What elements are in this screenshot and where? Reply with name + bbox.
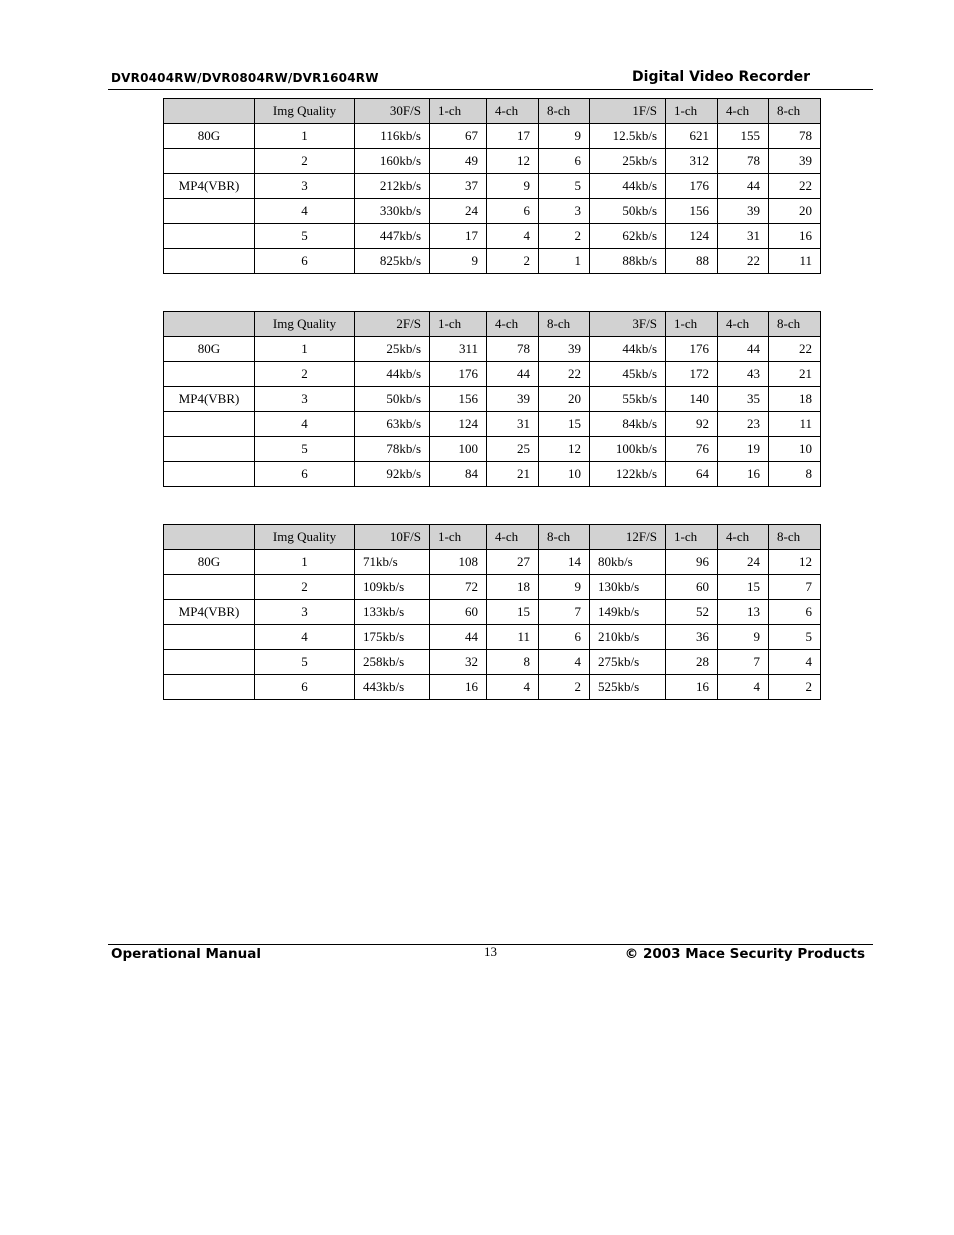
table-cell: 44kb/s (590, 337, 666, 362)
column-header: Img Quality (255, 312, 355, 337)
table-cell: 12 (769, 550, 821, 575)
table-cell (164, 575, 255, 600)
table-row (164, 174, 821, 199)
table-cell: 92kb/s (355, 462, 430, 487)
table-cell: 124 (666, 224, 718, 249)
column-header (164, 525, 255, 550)
table-cell: 92 (666, 412, 718, 437)
bitrate-table-1 (163, 98, 821, 274)
table-row (164, 362, 821, 387)
table-cell: 16 (769, 224, 821, 249)
table-cell: 100kb/s (590, 437, 666, 462)
table-cell: 80kb/s (590, 550, 666, 575)
table-cell: 4 (487, 675, 539, 700)
table-cell: 20 (769, 199, 821, 224)
column-header: 30F/S (355, 99, 430, 124)
table-row (164, 650, 821, 675)
table-cell (164, 625, 255, 650)
table-header-row (164, 312, 821, 337)
column-header: 8-ch (539, 312, 590, 337)
column-header: 1-ch (666, 312, 718, 337)
table-cell: 13 (718, 600, 769, 625)
table-cell: 5 (255, 650, 355, 675)
table-cell: MP4(VBR) (164, 600, 255, 625)
table-cell: 17 (430, 224, 487, 249)
table-cell: 10 (769, 437, 821, 462)
table-cell: 50kb/s (355, 387, 430, 412)
table-cell: 6 (539, 625, 590, 650)
table-cell: 16 (430, 675, 487, 700)
table-cell: 175kb/s (355, 625, 430, 650)
table-cell: 9 (718, 625, 769, 650)
table-cell: 15 (718, 575, 769, 600)
table-cell: 44 (718, 337, 769, 362)
column-header: 4-ch (718, 312, 769, 337)
table-cell: 621 (666, 124, 718, 149)
table-cell: 35 (718, 387, 769, 412)
table-row (164, 149, 821, 174)
table-cell: 4 (255, 625, 355, 650)
header-rule (108, 89, 873, 90)
table-cell: 50kb/s (590, 199, 666, 224)
table-cell: 258kb/s (355, 650, 430, 675)
table-cell: 80G (164, 550, 255, 575)
column-header: 8-ch (539, 525, 590, 550)
table-cell: 6 (255, 462, 355, 487)
table-row (164, 550, 821, 575)
table-row (164, 462, 821, 487)
table-cell: 825kb/s (355, 249, 430, 274)
column-header: Img Quality (255, 99, 355, 124)
table-row (164, 199, 821, 224)
table-cell: 9 (539, 124, 590, 149)
table-cell: 6 (769, 600, 821, 625)
table-cell: 16 (718, 462, 769, 487)
table-cell: 275kb/s (590, 650, 666, 675)
table-cell: 31 (487, 412, 539, 437)
table-cell: 96 (666, 550, 718, 575)
table-cell: 525kb/s (590, 675, 666, 700)
table-cell (164, 675, 255, 700)
table-cell: 39 (718, 199, 769, 224)
table-cell: 88kb/s (590, 249, 666, 274)
table-cell: 7 (769, 575, 821, 600)
table-header-row (164, 525, 821, 550)
table-cell: 11 (487, 625, 539, 650)
column-header: 8-ch (769, 525, 821, 550)
column-header: 1-ch (666, 99, 718, 124)
table-cell: 5 (539, 174, 590, 199)
bitrate-table-3 (163, 524, 821, 700)
table-cell: 76 (666, 437, 718, 462)
table-cell: MP4(VBR) (164, 174, 255, 199)
column-header: 1-ch (430, 99, 487, 124)
column-header: 12F/S (590, 525, 666, 550)
table-cell: 67 (430, 124, 487, 149)
table-cell: 44kb/s (355, 362, 430, 387)
table-cell: 37 (430, 174, 487, 199)
table-cell: 5 (769, 625, 821, 650)
table-cell: 21 (769, 362, 821, 387)
table-cell: 27 (487, 550, 539, 575)
table-cell: 1 (255, 550, 355, 575)
table-cell: 4 (255, 199, 355, 224)
table-cell: 130kb/s (590, 575, 666, 600)
table-cell (164, 199, 255, 224)
column-header: 8-ch (769, 99, 821, 124)
table-row (164, 412, 821, 437)
table-cell: 45kb/s (590, 362, 666, 387)
table-cell: 23 (718, 412, 769, 437)
footer-copyright: © 2003 Mace Security Products (624, 946, 865, 962)
table-cell: 12.5kb/s (590, 124, 666, 149)
table-cell: 60 (430, 600, 487, 625)
table-cell: 6 (255, 675, 355, 700)
table-cell: 2 (487, 249, 539, 274)
table-cell: 3 (255, 600, 355, 625)
column-header: 4-ch (718, 99, 769, 124)
table-cell: 312 (666, 149, 718, 174)
table-row (164, 675, 821, 700)
column-header: 4-ch (487, 525, 539, 550)
table-cell: 11 (769, 249, 821, 274)
table-cell: 71kb/s (355, 550, 430, 575)
table-cell: 2 (539, 675, 590, 700)
table-cell: 122kb/s (590, 462, 666, 487)
table-cell: 84 (430, 462, 487, 487)
table-cell: 8 (769, 462, 821, 487)
footer-manual-title: Operational Manual (111, 946, 261, 962)
column-header: Img Quality (255, 525, 355, 550)
table-cell: 18 (487, 575, 539, 600)
page-number: 13 (484, 944, 497, 959)
table-cell: 25kb/s (590, 149, 666, 174)
column-header: 1F/S (590, 99, 666, 124)
header-models: DVR0404RW/DVR0804RW/DVR1604RW (111, 71, 379, 85)
table-cell: 12 (487, 149, 539, 174)
table-cell: 155 (718, 124, 769, 149)
table-row (164, 249, 821, 274)
table-cell: 25 (487, 437, 539, 462)
table-header-row (164, 99, 821, 124)
table-cell: 20 (539, 387, 590, 412)
table-cell: 22 (769, 174, 821, 199)
table-cell: 16 (666, 675, 718, 700)
column-header (164, 312, 255, 337)
table-cell: 24 (430, 199, 487, 224)
table-cell: 160kb/s (355, 149, 430, 174)
table-cell: 24 (718, 550, 769, 575)
table-cell: 124 (430, 412, 487, 437)
table-cell: 22 (539, 362, 590, 387)
table-cell: 5 (255, 224, 355, 249)
column-header: 8-ch (539, 99, 590, 124)
table-cell: 88 (666, 249, 718, 274)
column-header: 3F/S (590, 312, 666, 337)
table-row (164, 124, 821, 149)
table-cell: 7 (539, 600, 590, 625)
table-cell: 4 (255, 412, 355, 437)
table-cell (164, 650, 255, 675)
table-cell: 44kb/s (590, 174, 666, 199)
table-cell: 49 (430, 149, 487, 174)
column-header: 8-ch (769, 312, 821, 337)
table-cell: 1 (539, 249, 590, 274)
table-cell: 172 (666, 362, 718, 387)
table-row (164, 625, 821, 650)
table-cell: 1 (255, 337, 355, 362)
table-cell (164, 362, 255, 387)
table-cell: 39 (769, 149, 821, 174)
table-cell: 21 (487, 462, 539, 487)
table-cell: 78 (718, 149, 769, 174)
table-cell: 9 (430, 249, 487, 274)
table-cell: 80G (164, 337, 255, 362)
table-cell: 25kb/s (355, 337, 430, 362)
bitrate-table-2 (163, 311, 821, 487)
table-cell: 109kb/s (355, 575, 430, 600)
table-cell: 32 (430, 650, 487, 675)
table-cell: 39 (487, 387, 539, 412)
table-cell: 8 (487, 650, 539, 675)
table-cell: 78 (769, 124, 821, 149)
table-cell: 2 (539, 224, 590, 249)
table-cell: 12 (539, 437, 590, 462)
table-cell: 17 (487, 124, 539, 149)
table-row (164, 575, 821, 600)
header-title: Digital Video Recorder (632, 69, 810, 85)
table-cell: 4 (769, 650, 821, 675)
table-cell: 36 (666, 625, 718, 650)
table-cell: 43 (718, 362, 769, 387)
table-cell (164, 149, 255, 174)
table-cell: 100 (430, 437, 487, 462)
table-cell: 2 (769, 675, 821, 700)
table-row (164, 224, 821, 249)
table-cell: 2 (255, 149, 355, 174)
table-cell: 3 (255, 387, 355, 412)
table-cell: 140 (666, 387, 718, 412)
table-cell: 63kb/s (355, 412, 430, 437)
table-cell (164, 412, 255, 437)
table-cell: 9 (487, 174, 539, 199)
table-cell: 39 (539, 337, 590, 362)
table-cell: 11 (769, 412, 821, 437)
table-cell: 1 (255, 124, 355, 149)
table-cell: 22 (769, 337, 821, 362)
table-cell: 443kb/s (355, 675, 430, 700)
table-cell: 60 (666, 575, 718, 600)
column-header: 4-ch (487, 312, 539, 337)
table-cell: 108 (430, 550, 487, 575)
table-cell: 4 (539, 650, 590, 675)
column-header (164, 99, 255, 124)
table-cell: 80G (164, 124, 255, 149)
table-cell: 55kb/s (590, 387, 666, 412)
column-header: 4-ch (487, 99, 539, 124)
table-cell: 447kb/s (355, 224, 430, 249)
table-cell: 31 (718, 224, 769, 249)
table-cell: 176 (666, 337, 718, 362)
table-row (164, 437, 821, 462)
table-cell: 62kb/s (590, 224, 666, 249)
table-cell: 44 (718, 174, 769, 199)
table-cell: 28 (666, 650, 718, 675)
table-row (164, 387, 821, 412)
column-header: 1-ch (430, 525, 487, 550)
column-header: 1-ch (666, 525, 718, 550)
table-cell: 6 (255, 249, 355, 274)
table-cell: 3 (255, 174, 355, 199)
table-cell: 4 (718, 675, 769, 700)
column-header: 2F/S (355, 312, 430, 337)
table-cell: 116kb/s (355, 124, 430, 149)
table-cell: 3 (539, 199, 590, 224)
table-cell: 210kb/s (590, 625, 666, 650)
table-cell: 156 (430, 387, 487, 412)
table-cell: 18 (769, 387, 821, 412)
table-cell: 52 (666, 600, 718, 625)
table-cell (164, 462, 255, 487)
table-row (164, 337, 821, 362)
table-cell: MP4(VBR) (164, 387, 255, 412)
table-cell: 2 (255, 362, 355, 387)
table-cell: 2 (255, 575, 355, 600)
table-cell: 5 (255, 437, 355, 462)
table-cell: 7 (718, 650, 769, 675)
table-cell: 15 (487, 600, 539, 625)
table-cell: 6 (539, 149, 590, 174)
table-cell: 64 (666, 462, 718, 487)
table-cell: 330kb/s (355, 199, 430, 224)
table-cell: 22 (718, 249, 769, 274)
table-cell: 9 (539, 575, 590, 600)
table-cell: 149kb/s (590, 600, 666, 625)
column-header: 1-ch (430, 312, 487, 337)
table-cell: 72 (430, 575, 487, 600)
column-header: 10F/S (355, 525, 430, 550)
table-cell: 176 (430, 362, 487, 387)
table-cell: 84kb/s (590, 412, 666, 437)
table-cell: 44 (430, 625, 487, 650)
table-cell: 4 (487, 224, 539, 249)
table-cell: 10 (539, 462, 590, 487)
table-cell: 212kb/s (355, 174, 430, 199)
table-cell: 19 (718, 437, 769, 462)
table-cell: 44 (487, 362, 539, 387)
table-cell: 78 (487, 337, 539, 362)
table-cell: 14 (539, 550, 590, 575)
table-cell (164, 224, 255, 249)
table-cell: 311 (430, 337, 487, 362)
table-row (164, 600, 821, 625)
table-cell: 176 (666, 174, 718, 199)
table-cell: 78kb/s (355, 437, 430, 462)
table-cell: 6 (487, 199, 539, 224)
table-cell: 133kb/s (355, 600, 430, 625)
table-cell: 156 (666, 199, 718, 224)
column-header: 4-ch (718, 525, 769, 550)
table-cell: 15 (539, 412, 590, 437)
table-cell (164, 249, 255, 274)
table-cell (164, 437, 255, 462)
